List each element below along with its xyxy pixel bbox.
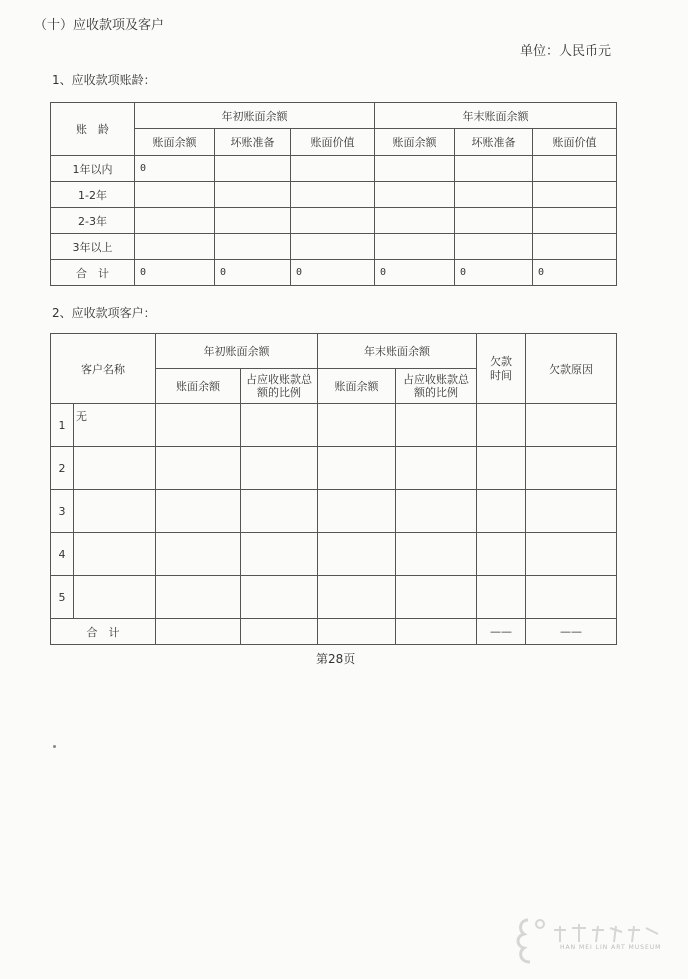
cell-value <box>375 234 455 260</box>
total-arrears-reason: —— <box>526 619 617 645</box>
column-header: 账面余额 <box>135 129 215 156</box>
currency-unit: 单位：人民币元 <box>520 44 612 59</box>
table-row <box>51 234 617 260</box>
table-row <box>51 576 617 619</box>
customer-name <box>74 490 156 533</box>
column-header: 账面余额 <box>375 129 455 156</box>
table-row <box>51 490 617 533</box>
column-header: 占应收账款总额的比例 <box>396 369 477 404</box>
row-label: 2-3年 <box>51 208 135 234</box>
column-header: 账面价值 <box>291 129 375 156</box>
cell-value <box>215 234 291 260</box>
total-row <box>51 619 617 645</box>
row-number: 4 <box>51 533 74 576</box>
table-row <box>51 208 617 234</box>
row-number: 3 <box>51 490 74 533</box>
customer-name: 无 <box>74 404 156 447</box>
cell-value: 0 <box>135 156 215 182</box>
row-label: 1-2年 <box>51 182 135 208</box>
customer-name <box>74 447 156 490</box>
cell-value: 0 <box>215 260 291 286</box>
customer-name <box>74 576 156 619</box>
customer-name <box>74 533 156 576</box>
column-header: 坏账准备 <box>215 129 291 156</box>
museum-watermark-text: HAN MEI LIN ART MUSEUM <box>560 944 662 951</box>
section-title: （十）应收款项及客户 <box>34 18 165 33</box>
table-row <box>51 182 617 208</box>
cell-value: 0 <box>291 260 375 286</box>
cell-value: 0 <box>533 260 617 286</box>
cell-value <box>455 208 533 234</box>
start-balance-group-header: 年初账面余额 <box>135 103 375 129</box>
aging-table <box>50 102 617 286</box>
end-balance-group-header: 年末账面余额 <box>375 103 617 129</box>
aging-header: 账 龄 <box>51 103 135 156</box>
column-header: 占应收账款总额的比例 <box>241 369 318 404</box>
cell-value: 0 <box>375 260 455 286</box>
customer-name-header: 客户名称 <box>51 334 156 404</box>
cell-value <box>291 156 375 182</box>
table-row <box>51 447 617 490</box>
arrears-time-header: 欠款时间 <box>477 334 526 404</box>
row-number: 5 <box>51 576 74 619</box>
arrears-reason-header: 欠款原因 <box>526 334 617 404</box>
table-row <box>51 156 617 182</box>
customer-section-heading: 2、应收款项客户： <box>52 306 156 320</box>
cell-value <box>215 208 291 234</box>
column-header: 账面余额 <box>156 369 241 404</box>
table-row <box>51 533 617 576</box>
museum-watermark-logo <box>506 908 666 968</box>
cell-value <box>215 182 291 208</box>
cell-value <box>375 208 455 234</box>
end-balance-group-header: 年末账面余额 <box>318 334 477 369</box>
table-row <box>51 404 617 447</box>
cell-value <box>135 208 215 234</box>
total-label: 合 计 <box>51 619 156 645</box>
row-label: 合 计 <box>51 260 135 286</box>
total-arrears-time: —— <box>477 619 526 645</box>
total-row <box>51 260 617 286</box>
cell-value <box>533 234 617 260</box>
scan-speck <box>53 745 56 748</box>
row-label: 3年以上 <box>51 234 135 260</box>
row-label: 1年以内 <box>51 156 135 182</box>
aging-section-heading: 1、应收款项账龄： <box>52 73 156 87</box>
cell-value: 0 <box>135 260 215 286</box>
cell-value <box>375 156 455 182</box>
cell-value <box>135 182 215 208</box>
cell-value <box>533 182 617 208</box>
cell-value <box>533 156 617 182</box>
start-balance-group-header: 年初账面余额 <box>156 334 318 369</box>
column-header: 账面价值 <box>533 129 617 156</box>
cell-value <box>291 234 375 260</box>
cell-value: 0 <box>455 260 533 286</box>
column-header: 账面余额 <box>318 369 396 404</box>
cell-value <box>375 182 455 208</box>
column-header: 坏账准备 <box>455 129 533 156</box>
customer-table <box>50 333 617 645</box>
cell-value <box>135 234 215 260</box>
cell-value <box>291 208 375 234</box>
row-number: 2 <box>51 447 74 490</box>
cell-value <box>455 182 533 208</box>
cell-value <box>455 156 533 182</box>
cell-value <box>215 156 291 182</box>
page-number: 第28页 <box>316 652 356 666</box>
cell-value <box>455 234 533 260</box>
cell-value <box>291 182 375 208</box>
cell-value <box>533 208 617 234</box>
row-number: 1 <box>51 404 74 447</box>
